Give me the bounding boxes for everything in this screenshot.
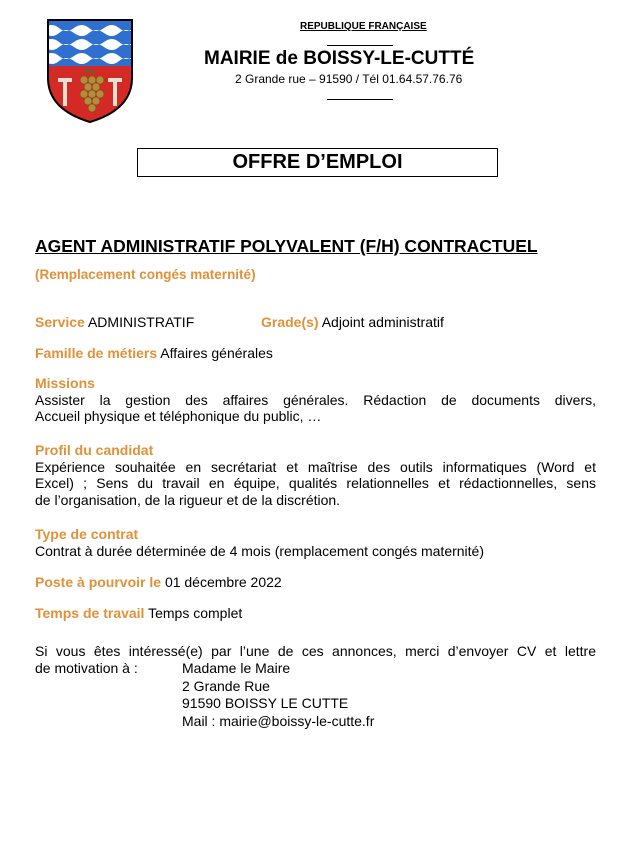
poste-row (35, 574, 282, 590)
service-value: ADMINISTRATIF (87, 314, 195, 330)
contact-address (182, 660, 374, 730)
missions-section (35, 375, 596, 425)
temps-row (35, 605, 242, 621)
profil-line-2: Excel) ; Sens du travail en équipe, qualités relationnelles et rédactionnelles, sens (35, 475, 596, 491)
mairie-name: BOISSY-LE-CUTTÉ (303, 48, 475, 69)
poste-label: Poste à pourvoir le (35, 574, 162, 590)
profil-line-3: de l’organisation, de la rigueur et de la discrétion. (35, 491, 341, 508)
coat-of-arms-icon (44, 16, 136, 126)
profil-section (35, 442, 596, 508)
poste-value: 01 décembre 2022 (164, 574, 282, 590)
grade-label: Grade(s) (261, 314, 319, 330)
divider (327, 45, 393, 46)
republique-heading: REPUBLIQUE FRANÇAISE (300, 21, 427, 32)
famille-value: Affaires générales (160, 345, 273, 361)
offre-title: OFFRE D’EMPLOI (232, 151, 403, 173)
closing-line-2: de motivation à : (35, 659, 138, 676)
missions-line-1: Assister la gestion des affaires générales. Rédaction de documents divers, (35, 391, 596, 408)
offre-title-box (137, 148, 498, 177)
closing-line-1: Si vous êtes intéressé(e) par l’une de ces annonces, merci d’envoyer CV et lettre (35, 643, 596, 659)
mairie-address: 2 Grande rue – 91590 / Tél 01.64.57.76.76 (235, 72, 463, 86)
missions-label: Missions (35, 375, 95, 391)
mairie-prefix: MAIRIE de (204, 48, 304, 69)
job-title: AGENT ADMINISTRATIF POLYVALENT (F/H) CONTRACTUEL (35, 236, 538, 256)
mairie-title (204, 48, 474, 70)
missions-line-2: Accueil physique et téléphonique du public, … (35, 408, 322, 424)
temps-value: Temps complet (148, 605, 243, 621)
service-row (35, 314, 194, 330)
address-email: Mail : mairie@boissy-le-cutte.fr (182, 712, 375, 729)
address-street: 2 Grande Rue (182, 677, 270, 694)
grade-value: Adjoint administratif (321, 314, 444, 330)
address-city: 91590 BOISSY LE CUTTE (182, 695, 349, 711)
contrat-label: Type de contrat (35, 526, 139, 542)
job-subtitle: (Remplacement congés maternité) (35, 267, 256, 282)
divider (327, 99, 393, 100)
famille-row (35, 345, 273, 361)
profil-line-1: Expérience souhaitée en secrétariat et maîtrise des outils informatiques (Word et (35, 458, 596, 475)
service-label: Service (35, 314, 85, 330)
famille-label: Famille de métiers (35, 345, 158, 361)
profil-label: Profil du candidat (35, 442, 154, 458)
grade-row (261, 314, 444, 330)
temps-label: Temps de travail (35, 605, 145, 621)
contrat-section (35, 526, 596, 559)
address-recipient: Madame le Maire (182, 660, 291, 676)
contrat-value: Contrat à durée déterminée de 4 mois (remplacement congés maternité) (35, 542, 484, 559)
